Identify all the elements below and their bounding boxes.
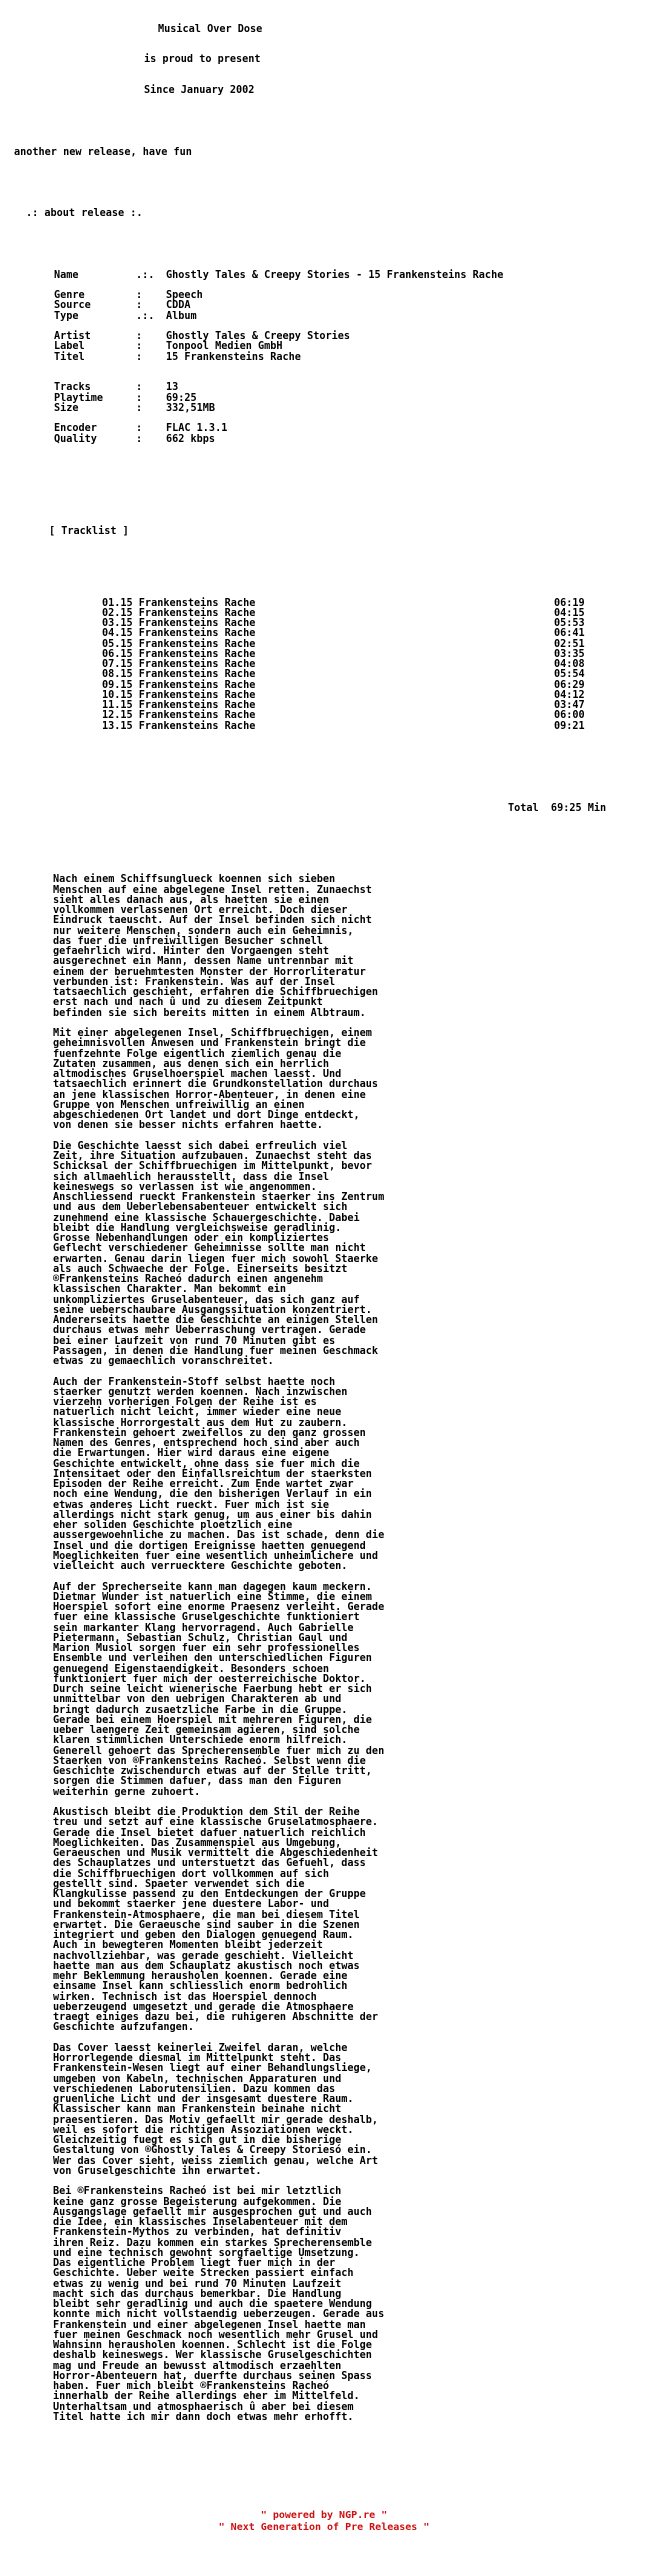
release-info-value: Speech [166, 290, 203, 301]
review-line: die Schiffbruechigen dort vollkommen auf sich [53, 1868, 330, 1880]
review-line: gruenliche Licht und der insgesamt duestere Raum. [53, 2094, 354, 2105]
track-duration: 04:08 [554, 659, 585, 670]
review-line: Geschichte. Ueber weite Strecken passiert einfach [53, 2268, 354, 2280]
track-duration: 06:29 [554, 679, 585, 691]
track-row [14, 711, 644, 721]
release-info-sep: : [136, 392, 143, 404]
intro-line: another new release, have fun [14, 146, 192, 158]
review-line: Eindruck taeuscht. Auf der Insel befinden sich nicht [53, 915, 372, 927]
review-line: Gruppe von Menschen unfreiwillig an einen [53, 1099, 305, 1111]
review-line: klassische Horrorgestalt aus dem Hut zu zaubern. [53, 1417, 348, 1429]
review-line: einsame Insel kann schliesslich enorm bedrohlich [53, 1981, 348, 1993]
review-line: keineswegs so verlassen ist wie angenommen. [53, 1181, 317, 1193]
review-text [14, 875, 644, 2423]
track-row [14, 722, 644, 732]
review-line: klaren stimmlichen Unterschiede enorm hilfreich. [53, 1735, 348, 1747]
release-info-value: 662 kbps [166, 433, 216, 445]
review-line: sein markanter Klang hervorragend. Auch Gabrielle [53, 1622, 354, 1634]
release-info-row [54, 363, 644, 373]
review-line: wirken. Technisch ist das Hoerspiel dennoch [53, 1991, 317, 2003]
release-info-key [54, 363, 136, 373]
track-title: 08.15 Frankensteins Rache [102, 669, 256, 681]
release-info-value: 69:25 [166, 392, 197, 404]
review-line: Ensemble und verleihen den unterschiedlichen Figuren [53, 1653, 372, 1665]
track-row [14, 629, 644, 639]
release-info-sep: : [136, 351, 143, 363]
release-info-sep: : [136, 423, 143, 435]
review-line: Frankenstein gehoert zweifellos zu den ganz grossen [53, 1427, 366, 1439]
track-title: 13.15 Frankensteins Rache [102, 720, 256, 732]
review-line: Staerken von ®Frankensteins Racheó. Selbst wenn die [53, 1755, 366, 1767]
tracklist-heading: [ Tracklist ] [49, 525, 129, 537]
review-line: gestellt sind. Spaeter verwendet sich die [53, 1878, 305, 1890]
tracklist [14, 599, 644, 732]
release-info-value: 15 Frankensteins Rache [166, 351, 301, 363]
review-line: Klassischer kann man Frankenstein beinahe nicht [53, 2104, 342, 2116]
review-line: Gestaltung von ®Ghostly Tales & Creepy Storiesó ein. [53, 2145, 372, 2157]
review-line: natuerlich nicht leicht, immer wieder eine neue [53, 1407, 342, 1419]
review-line: Wahnsinn herausholen koennen. Schlecht ist die Folge [53, 2340, 372, 2351]
review-line: vielleicht auch verruecktere Geschichte geboten. [53, 1561, 348, 1572]
track-duration: 04:12 [554, 689, 585, 701]
review-paragraph [14, 1142, 644, 1368]
track-duration: 06:00 [554, 710, 585, 722]
track-duration: 03:47 [554, 700, 585, 711]
review-line: allerdings nicht stark genug, um aus einer bis dahin [53, 1509, 372, 1521]
release-info-sep: .:. [136, 310, 155, 322]
total-line: Total 69:25 Min [508, 802, 607, 814]
review-line: zunehmend eine klassische Schauergeschichte. Dabei [53, 1212, 360, 1224]
release-info-key: Size [54, 402, 79, 414]
review-line: integriert und geben den Dialogen genuegend Raum. [53, 1930, 354, 1941]
release-info-sep: : [136, 402, 143, 414]
track-title: 05.15 Frankensteins Rache [102, 638, 256, 650]
release-info-row [54, 383, 644, 393]
release-info-sep: : [136, 290, 143, 301]
release-info-key: Playtime [54, 392, 104, 404]
review-line: ®Frankensteins Racheó dadurch einen angenehm [53, 1274, 323, 1285]
review-line: bleibt sehr geradlinig und auch die spaetere Wendung [53, 2299, 372, 2310]
review-line: Schicksal der Schiffbruechigen im Mittelpunkt, bevor [53, 1161, 372, 1173]
release-info-sep: .:. [136, 269, 155, 281]
review-paragraph [14, 2044, 644, 2177]
release-info-sep: : [136, 433, 143, 445]
review-line: nur weitere Menschen, sondern auch ein Geheimnis, [53, 925, 354, 937]
release-info-key: Name [54, 269, 79, 281]
review-line: tatsaechlich geschieht, erfahren die Schiffbruechigen [53, 987, 379, 998]
release-info-value: Tonpool Medien GmbH [166, 341, 283, 353]
review-line: des Schauplatzes und unterstuetzt das Gefuehl, dass [53, 1858, 366, 1870]
review-line: Namen des Genres, entsprechend hoch sind aber auch [53, 1438, 360, 1449]
nfo-text [14, 4, 644, 2433]
track-duration: 05:53 [554, 618, 585, 629]
review-line: klassischen Charakter. Man bekommt ein [53, 1284, 287, 1296]
review-line: ihren Reiz. Dazu kommen ein starkes Sprecherensemble [53, 2237, 372, 2249]
review-line: bei einer Laufzeit von rund 70 Minuten gibt es [53, 1335, 336, 1347]
footer-line-2: " Next Generation of Pre Releases " [218, 2522, 430, 2533]
release-info-row [54, 301, 644, 311]
review-line: verbunden ist: Frankenstein. Was auf der Insel [53, 976, 336, 988]
review-line: Frankenstein-Atmosphaere, die man bei diesem Titel [53, 1909, 360, 1921]
release-info-row [54, 332, 644, 342]
release-info-sep: : [136, 331, 143, 342]
track-duration: 06:41 [554, 628, 585, 640]
review-line: ueber laengere Zeit gemeinsam agieren, sind solche [53, 1725, 360, 1736]
track-title: 12.15 Frankensteins Rache [102, 710, 256, 722]
review-line: traegt einiges dazu bei, die ruhigeren Abschnitte der [53, 2012, 379, 2023]
since-line: Since January 2002 [144, 85, 255, 96]
review-line: das fuer die unfreiwilligen Besucher schnell [53, 935, 323, 947]
review-line: Gleichzeitig fuegt es sich gut in die bisherige [53, 2135, 342, 2146]
review-line: Insel und die dortigen Ereignisse haetten genuegend [53, 1540, 366, 1552]
track-duration: 02:51 [554, 638, 585, 650]
proud-line: is proud to present [144, 54, 261, 66]
review-line: innerhalb der Reihe allerdings eher im Mittelfeld. [53, 2391, 360, 2403]
release-info-sep: : [136, 382, 143, 394]
track-title: 01.15 Frankensteins Rache [102, 597, 256, 609]
release-info-row [54, 435, 644, 445]
about-heading: .: about release :. [26, 208, 143, 219]
track-title: 02.15 Frankensteins Rache [102, 607, 256, 619]
review-line: Menschen auf eine abgelegene Insel retten. Zunaechst [53, 884, 372, 896]
review-line: unkompliziertes Gruselabenteuer, das sich ganz auf [53, 1294, 360, 1306]
track-title: 11.15 Frankensteins Rache [102, 700, 256, 711]
review-line: erwartet. Die Geraeusche sind sauber in die Szenen [53, 1919, 360, 1931]
review-line: etwas zu wenig und bei rund 70 Minuten Laufzeit [53, 2278, 342, 2290]
review-paragraph [14, 1029, 644, 1132]
review-line: Grosse Nebenhandlungen oder ein kompliziertes [53, 1233, 330, 1244]
track-duration: 05:54 [554, 669, 585, 681]
review-line: sieht alles danach aus, als haetten sie einen [53, 894, 330, 906]
release-info-row [54, 281, 644, 291]
review-line: Auf der Sprecherseite kann man dagegen kaum meckern. [53, 1581, 372, 1593]
review-line: fuer eine klassische Gruselgeschichte funktioniert [53, 1612, 360, 1624]
review-paragraph [14, 2187, 644, 2423]
review-line: die Idee, ein klassisches Inselabenteuer mit dem [53, 2217, 348, 2228]
review-line: geheimnisvollen Anwesen und Frankenstein bringt die [53, 1038, 366, 1050]
review-line: gefaehrlich wird. Hinter den Vorgaengen steht [53, 946, 330, 957]
release-info-key: Genre [54, 290, 85, 301]
release-info-value: 13 [166, 382, 179, 394]
review-line: verschiedenen Laborutensilien. Dazu kommen das [53, 2083, 336, 2095]
release-info-value: Ghostly Tales & Creepy Stories [166, 331, 351, 342]
review-line: funktioniert fuer mich der oesterreichische Doktor. [53, 1673, 366, 1685]
review-line: und eine technisch gewohnt sorgfaeltige Umsetzung. [53, 2247, 360, 2259]
footer-line-1: " powered by NGP.re " [260, 2510, 388, 2521]
review-line: Horror-Abenteuern hat, duerfte durchaus seinen Spass [53, 2370, 372, 2382]
review-line: haben. Fuer mich bleibt ®Frankensteins Racheó [53, 2381, 330, 2392]
review-line: Marion Musiol sorgen fuer ein sehr professionelles [53, 1643, 360, 1654]
track-title: 03.15 Frankensteins Rache [102, 618, 256, 629]
release-info-sep: : [136, 341, 143, 353]
review-line: weil es sofort die richtigen Assoziationen weckt. [53, 2124, 354, 2136]
review-line: Das eigentliche Problem liegt fuer mich in der [53, 2258, 336, 2269]
review-line: Gerade die Insel bietet dafuer natuerlich reichlich [53, 1827, 366, 1839]
release-info-row [54, 271, 644, 281]
review-line: vierzehn vorherigen Folgen der Reihe ist es [53, 1397, 317, 1408]
track-duration: 04:15 [554, 607, 585, 619]
review-line: Frankenstein und einer abgelegenen Insel haette man [53, 2319, 366, 2331]
release-info-sep [136, 363, 166, 373]
release-info-row [54, 373, 644, 383]
review-line: als auch Schwaeche der Folge. Einerseits besitzt [53, 1263, 348, 1275]
release-info-key: Quality [54, 433, 97, 445]
review-line: altmodisches Gruselhoerspiel machen laesst. Und [53, 1069, 342, 1080]
review-line: Wer das Cover sieht, weiss ziemlich genau, welche Art [53, 2155, 379, 2167]
review-line: die Erwartungen. Hier wird daraus eine eigene [53, 1448, 330, 1460]
review-line: Akustisch bleibt die Produktion dem Stil der Reihe [53, 1807, 360, 1818]
review-line: bleibt die Handlung vergleichsweise geradlinig. [53, 1222, 342, 1234]
review-line: deshalb keineswegs. Wer klassische Gruselgeschichten [53, 2350, 372, 2362]
review-line: bringt dadurch zusaetzliche Farbe in die Gruppe. [53, 1704, 348, 1716]
footer [0, 2510, 648, 2534]
track-duration: 03:35 [554, 648, 585, 660]
release-info-row [54, 353, 644, 363]
review-line: sich allmaehlich herausstellt, dass die Insel [53, 1171, 330, 1183]
release-info-row [54, 312, 644, 322]
review-line: fuer meinen Geschmack noch wesentlich mehr Grusel und [53, 2329, 379, 2341]
review-line: Episoden der Reihe erreicht. Zum Ende wartet zwar [53, 1479, 354, 1490]
review-line: staerker genutzt werden koennen. Nach inzwischen [53, 1386, 348, 1398]
track-duration: 06:19 [554, 597, 585, 609]
review-paragraph [14, 1378, 644, 1573]
release-info-row [54, 424, 644, 434]
track-title: 09.15 Frankensteins Rache [102, 679, 256, 691]
review-line: erwarten. Genau darin liegen fuer mich sowohl Staerke [53, 1253, 379, 1265]
review-line: Pietermann, Sebastian Schulz, Christian Gaul und [53, 1632, 348, 1644]
review-line: Zutaten zusammen, aus denen sich ein herrlich [53, 1058, 330, 1070]
review-line: umgeben von Kabeln, technischen Apparaturen und [53, 2073, 342, 2085]
review-paragraph [14, 1808, 644, 2034]
release-info-key: Label [54, 341, 85, 353]
review-line: Nach einem Schiffsunglueck koennen sich sieben [53, 874, 336, 886]
review-line: Moeglichkeiten fuer eine wesentlich unheimlichere und [53, 1550, 379, 1562]
track-row [14, 670, 644, 680]
track-title: 10.15 Frankensteins Rache [102, 689, 256, 701]
review-paragraph [14, 875, 644, 1019]
review-line: Gerade bei einem Hoerspiel mit mehreren Figuren, die [53, 1714, 372, 1726]
review-line: seine ueberschaubare Ausgangssituation konzentriert. [53, 1304, 372, 1316]
review-line: keine ganz grosse Begeisterung aufgekommen. Die [53, 2196, 342, 2208]
track-title: 07.15 Frankensteins Rache [102, 659, 256, 670]
review-line: Auch in bewegteren Momenten bleibt jederzeit [53, 1940, 323, 1952]
review-line: treu und setzt auf eine klassische Gruselatmosphaere. [53, 1817, 379, 1829]
release-info-key: Artist [54, 331, 91, 342]
review-line: mehr Beklemmung herausholen koennen. Gerade eine [53, 1971, 348, 1982]
review-line: von Gruselgeschichte ihn erwartet. [53, 2165, 262, 2177]
release-info-row [54, 291, 644, 301]
review-line: Titel hatte ich mir dann doch etwas mehr erhofft. [53, 2411, 354, 2423]
release-info [14, 271, 644, 445]
review-line: Dietmar Wunder ist natuerlich eine Stimme, die einem [53, 1591, 372, 1603]
group-name: Musical Over Dose [158, 23, 263, 35]
review-line: Ausgangslage gefaellt mir ausgesprochen gut und auch [53, 2206, 372, 2218]
review-line: noch eine Wendung, die den bisherigen Verlauf in ein [53, 1489, 372, 1501]
review-line: Andererseits haette die Geschichte an einigen Stellen [53, 1315, 379, 1326]
review-line: Zeit, ihre Situation aufzubauen. Zunaechst steht das [53, 1151, 372, 1162]
track-title: 06.15 Frankensteins Rache [102, 648, 256, 660]
review-line: Unterhaltsam und atmosphaerisch û aber bei diesem [53, 2401, 354, 2413]
release-info-row [54, 404, 644, 414]
review-line: haette man aus dem Schauplatz akustisch noch etwas [53, 1960, 360, 1972]
review-line: macht sich das durchaus bemerkbar. Die Handlung [53, 2288, 342, 2300]
release-info-row [54, 394, 644, 404]
release-info-key: Tracks [54, 382, 91, 394]
release-info-row [54, 414, 644, 424]
review-line: tatsaechlich erinnert die Grundkonstellation durchaus [53, 1079, 379, 1091]
release-info-key: Source [54, 300, 91, 312]
review-line: aussergewoehnliche zu machen. Das ist schade, denn die [53, 1530, 385, 1542]
review-line: befinden sie sich bereits mitten in einem Albtraum. [53, 1007, 366, 1019]
review-line: Frankenstein-Mythos zu verbinden, hat definitiv [53, 2227, 342, 2239]
review-line: Hoerspiel sofort eine enorme Praesenz verleiht. Gerade [53, 1602, 385, 1613]
review-line: fuenfzehnte Folge eigentlich ziemlich genau die [53, 1048, 342, 1060]
review-line: Moeglichkeiten. Das Zusammenspiel aus Umgebung, [53, 1837, 342, 1849]
review-line: mag und Freude an bewusst altmodisch erzaehlten [53, 2360, 342, 2372]
review-line: praesentieren. Das Motiv gefaellt mir gerade deshalb, [53, 2114, 379, 2126]
review-line: etwas anderes Licht rueckt. Fuer mich ist sie [53, 1499, 330, 1511]
review-line: unmittelbar von den uebrigen Charakteren ab und [53, 1694, 342, 1706]
release-info-key: Encoder [54, 423, 97, 435]
review-line: an jene klassischen Horror-Abenteuer, in denen eine [53, 1089, 366, 1101]
review-line: Horrorlegende diesmal im Mittelpunkt steht. Das [53, 2053, 342, 2064]
review-line: und aus dem Ueberlebensabenteuer entwickelt sich [53, 1202, 348, 1214]
release-info-key: Titel [54, 351, 85, 363]
review-line: Das Cover laesst keinerlei Zweifel daran, welche [53, 2042, 348, 2054]
review-line: abgeschiedenen Ort landet und dort Dinge entdeckt, [53, 1110, 360, 1121]
review-line: Geschichte entwickelt, ohne dass sie fuer mich die [53, 1458, 360, 1470]
review-line: Geflecht verschiedener Geheimnisse sollte man nicht [53, 1243, 366, 1255]
review-line: und bekommt staerker jene duestere Labor- und [53, 1899, 330, 1911]
review-line: Frankenstein-Wesen liegt auf einer Behandlungsliege, [53, 2063, 372, 2075]
review-line: weiterhin gerne zuhoert. [53, 1786, 201, 1798]
review-line: Durch seine leicht wienerische Faerbung hebt er sich [53, 1684, 372, 1695]
review-line: vollkommen verlassenen Ort erreicht. Doch dieser [53, 905, 348, 916]
review-line: Mit einer abgelegenen Insel, Schiffbruechigen, einem [53, 1028, 372, 1039]
review-line: von denen sie besser nichts erfahren haette. [53, 1120, 323, 1132]
track-title: 04.15 Frankensteins Rache [102, 628, 256, 640]
release-info-value: 332,51MB [166, 402, 216, 414]
release-info-value: Album [166, 310, 197, 322]
review-paragraph [14, 1583, 644, 1798]
review-line: eher soliden Geschichte ploetzlich eine [53, 1520, 293, 1531]
release-info-sep: : [136, 300, 143, 312]
review-line: Intensitaet oder den Einfallsreichtum der staerksten [53, 1468, 372, 1480]
review-line: sorgen die Stimmen dafuer, dass man den Figuren [53, 1776, 342, 1788]
review-line: ueberzeugend umgesetzt und gerade die Atmosphaere [53, 2001, 354, 2013]
review-line: genuegend Eigenstaendigkeit. Besonders schoen [53, 1663, 330, 1675]
review-line: Passagen, in denen die Handlung fuer meinen Geschmack [53, 1345, 379, 1357]
review-line: einem der beruehmtesten Monster der Horrorliteratur [53, 966, 366, 978]
review-line: Auch der Frankenstein-Stoff selbst haette noch [53, 1376, 336, 1388]
release-info-value: CDDA [166, 300, 191, 312]
review-line: Anschliessend rueckt Frankenstein staerker ins Zentrum [53, 1192, 385, 1203]
release-info-value: FLAC 1.3.1 [166, 423, 228, 435]
review-line: Geraeuschen und Musik vermittelt die Abgeschiedenheit [53, 1848, 379, 1859]
release-info-row [54, 342, 644, 352]
review-line: etwas zu gemaechlich voranschreitet. [53, 1356, 274, 1367]
release-info-value: Ghostly Tales & Creepy Stories - 15 Frankensteins Rache [166, 269, 504, 281]
review-line: Generell gehoert das Sprecherensemble fuer mich zu den [53, 1745, 385, 1757]
review-line: Klangkulisse passend zu den Entdeckungen der Gruppe [53, 1889, 366, 1900]
review-line: Die Geschichte laesst sich dabei erfreulich viel [53, 1140, 348, 1152]
track-duration: 09:21 [554, 720, 585, 732]
review-line: ausgerechnet ein Mann, dessen Name untrennbar mit [53, 956, 354, 968]
review-line: Geschichte aufzufangen. [53, 2022, 195, 2034]
review-line: konnte mich nicht vollstaendig ueberzeugen. Gerade aus [53, 2309, 385, 2321]
release-info-key: Type [54, 310, 79, 322]
review-line: Bei ®Frankensteins Racheó ist bei mir letztlich [53, 2186, 342, 2198]
review-line: nachvollziehbar, was gerade geschieht. Vielleicht [53, 1950, 354, 1962]
review-line: erst nach und nach û und zu diesem Zeitpunkt [53, 997, 323, 1009]
review-line: Geschichte zwischendurch etwas auf der Stelle tritt, [53, 1766, 372, 1777]
review-line: durchaus etwas mehr Ueberraschung vertragen. Gerade [53, 1325, 366, 1337]
